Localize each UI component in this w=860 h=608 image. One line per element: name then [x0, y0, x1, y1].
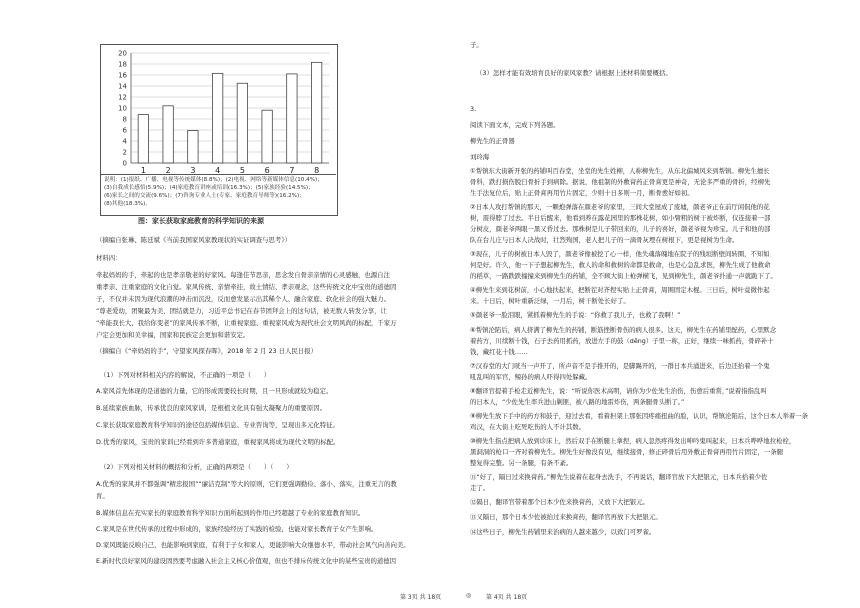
y-tick-label: 20 — [118, 49, 127, 58]
story-line: 分树皮，颜老爷两眼一黑又昏过去。那株树是儿子带回来的，儿子的喜好，颜老爷视为珍宝。儿子和他的部 — [470, 225, 771, 233]
story-line: ⑨柳先生放下手中的药方和鼓子，迎过去看，看着担架上那张因疼痛扭曲的脸，认识，帮镇沦陷后，这个日本人举着一条 — [470, 412, 809, 420]
y-tick-label: 10 — [118, 104, 127, 113]
page-number-left: 第 3页 共 18页 — [400, 594, 442, 601]
x-tick-label: 4 — [215, 166, 221, 175]
q1-option-b: B.延续家族血脉，传承优良的家风家训，是根植文化具有强大凝聚力的重要原因。 — [96, 404, 327, 412]
story-line: 骨科，跌打损伤脱臼骨折手到病除。据说，他祖制的外敷膏药正骨膏更是神奇，无论多严重的骨折，经柳先 — [470, 178, 771, 186]
q1-option-d: D.优秀的家风，宝贵的家训已经看到许多普通家庭，重视家风将成为现代文明的标配。 — [96, 438, 340, 446]
story-line: 鸡汉，在大街上吃死吃伤的人不计其数。 — [470, 423, 586, 431]
x-tick-label: 7 — [289, 166, 295, 175]
material-line: “尊老爱幼，团聚最为美，团结就是力，习近平总书记在春节团拜会上的这句话，被无数人转发分享，让 — [96, 307, 387, 315]
story-line: ③现在，儿子的树被日本人毁了，颜老爷像被挖了心一样，他失魂落魄地在院子的残垣断壁间转圈，不知如 — [470, 250, 770, 258]
chart-caption: 图：家长获取家庭教育的科学知识的来源 — [138, 217, 264, 225]
story-line: ④柳先生来到花树前，小心地扶起来，把断茬对齐捏实贴上正骨膏，周围固定木棍。三日后，树叶竟微作起 — [470, 286, 770, 294]
legend-line: (8)其他(18.3%)。 — [104, 201, 151, 207]
story-line: ⑧翻译官提着手枪走近柳先生，说：“听说你医术高明，请你为少佐先生治伤，伤愈后重赏，”说着指指乱叫 — [470, 387, 767, 395]
q2-tail: 子。 — [470, 41, 483, 49]
story-line: 何是好。许久，他一下子想起柳先生，救人的命和救树的命都是救命，也是心急乱求医，柳先生成了他救命 — [470, 261, 771, 269]
binding-mark: ◎ — [466, 592, 472, 599]
story-line: 吼乱叫的军官，鲸孙的病人吓得四处躲藏。 — [470, 373, 592, 381]
bar — [237, 83, 247, 163]
question-3: （3）怎样才能有效培育良好的家风家教？请根据上述材料简要概括。 — [476, 69, 672, 77]
page-number-right: 第 4页 共 18页 — [486, 594, 528, 601]
story-line: ⑦汉春堂的大门咣当一声开了，所声音不是手推开的，是脚踢开的，一群日本兵涌进来，后边还抬着一个鬼 — [470, 362, 770, 370]
y-tick-label: 18 — [118, 60, 127, 69]
material-line: 子，不仅并未因为现代浪潮的冲击而沉没，反而愈发显示出其稀个人、融合家庭、软化社会的强大魅力。 — [96, 295, 390, 303]
y-tick-label: 2 — [122, 148, 127, 157]
story-line: 来。十日后，树叶重新泛绿，一月后，树干断处长好了。 — [470, 297, 630, 305]
x-tick-label: 5 — [239, 166, 245, 175]
q2-option-c: C.家风是在世代传承的过程中形成的，家族经验经历了实践的检验，也能对家长教育子女产生影响。 — [96, 525, 378, 533]
bar — [262, 110, 272, 163]
legend-line: (3)自我成长感悟(5.9%)；(4)家庭教育讲座或培训(16.3%)；(5)家族经验(14.5%)； — [104, 185, 314, 191]
section-number: 3. — [470, 105, 477, 113]
material-line: 牵起妈妈的手，牵起的也是孝亲敬老的好家风。每逢佳节思亲，思念发自骨亲亲情的心灵感触，也源自注 — [96, 271, 390, 279]
y-tick-label: 8 — [122, 115, 127, 124]
y-tick-label: 14 — [118, 82, 127, 91]
x-tick-label: 2 — [165, 166, 171, 175]
bar — [212, 73, 222, 163]
story-line: ⑪“好了，隔日过来换膏药。”柳先生说着在起身去洗手，不再说话，翻译官放下大把银元，日本兵拾着少佐 — [470, 473, 768, 481]
bar — [287, 74, 297, 163]
section-intro: 阅读下面文本，完成下列各题。 — [470, 121, 560, 129]
legend-line: (6)家长之间的交流(9.6%)；(7)咨询专业人士(专家、家庭教育导师等)(16.2%)； — [104, 193, 305, 199]
question-2: （2）下列对相关材料的概括和分析，正确的两项是（ ）（ ） — [100, 463, 293, 471]
x-tick-label: 3 — [190, 166, 196, 175]
y-tick-label: 6 — [122, 126, 127, 135]
q2-option-b: B.媒体信息在充实家长的家庭教育科学知识方面所起到的作用已经超越了专业的家庭教育知识。 — [96, 509, 365, 517]
q2-option-e: E.新时代良好家风的建设固然要考虑融入社会主义核心价值观，但也不排斥传统文化中的某些宝贵的道德因 — [96, 557, 397, 565]
story-line: 队在台儿庄与日本人决战时，壮烈殉国，老人把儿子的一滴骨灰埋在树根下，更是视树为生命。 — [470, 236, 739, 244]
bar — [188, 131, 198, 163]
story-line: 的稻草，一路跌跌撞撞来到柳先生的药铺，全不顾大街上枪弹横飞，见到柳先生，颜老爷扑通一声就跪下了。 — [470, 272, 777, 280]
material-title: 材料四： — [96, 254, 122, 262]
y-tick-label: 0 — [122, 159, 127, 168]
story-author: 刘玲海 — [470, 153, 490, 161]
legend-line: 说明：(1)报纸、广播、电视等传统媒体(8.8%)；(2)电视、网络等新媒体信息(10.4%)； — [104, 177, 323, 183]
story-line: ②日本人攻打帮镇的那天，一颗炮弹落在颜老爷的家里，三间大堂屋成了废墟，颜老爷正在前厅闲侃他的花 — [470, 203, 770, 211]
story-line: ⑬又隔日，那个日本少佐被抬过来换膏药，翻译官再放下大把银元。 — [470, 513, 662, 521]
q2-option-d: D.家风既能反映自己，也能影响到家庭，有利于子女和家人，更能影响大众继德水平，带动社会风气向善向美。 — [96, 541, 410, 549]
story-line: ⑩柳先生指点把病人放到诊床上，然后双手在断腿上拿捏，病人忽然疼得发出呻吟鬼叫起来，日本兵哗哗地拉枪栓， — [470, 437, 796, 445]
q1-option-a: A.家风首先体现的是道德的力量，它的形成需要较长时期，且一旦形成就较为稳定。 — [96, 387, 333, 395]
question-1: （1）下列对材料相关内容的解说，不正确的一项是（ ） — [100, 371, 271, 379]
y-tick-label: 16 — [118, 71, 127, 80]
source-citation: （摘编自张琳、陈廷斌《当前我国家风家教现状的实证调查与思考》） — [96, 236, 291, 244]
story-line: 的日本人，“少佐先生率兵进山剿匪，被八路的地雷炸伤，两条腿骨头断了。” — [470, 398, 685, 406]
x-tick-label: 1 — [140, 166, 146, 175]
material-line: “牵能我长大、我给你变老”的家风传承不断，让重视家庭、重视家风成为现代社会文明风尚的标配，千家万 — [96, 319, 397, 327]
q2-option-a-cont: 育。 — [96, 492, 109, 500]
story-line: ⑥帮镇沦陷后，病人挤满了柳先生的药铺，断筋挫断骨伤的病人很多。这天，柳先生在药铺里配药，心里默念 — [470, 326, 777, 334]
bar — [311, 62, 321, 163]
story-line: 树，震得脖了过去。半日后醒来，他看到养在露花园里的那株花树，如小臂粗的树干被炸断，仅连接着一部 — [470, 214, 771, 222]
story-line: ⑤颜老爷一脸泪眼，紧抓着柳先生的手说：“你救了我儿子，也救了我啊！” — [470, 311, 681, 319]
story-line: 走了。 — [470, 484, 490, 492]
material-line: 重孝亲、注重家庭的文化自觉。家风传统、亲情牵挂，故土情结、孝亲观念，这些传统文化中宝贵的道德因 — [96, 283, 397, 291]
y-tick-label: 4 — [122, 137, 127, 146]
q1-option-c: C.家长获取家庭教育科学知识的途径包括媒体信息、专业咨询等，呈现出多元化特征。 — [96, 421, 339, 429]
story-line: 整复得完整。另一条腿，有条不紊。 — [470, 459, 573, 467]
chart-legend — [100, 174, 336, 215]
y-tick-label: 12 — [118, 93, 127, 102]
bar — [163, 106, 173, 163]
story-line: 生手法复位后，贴上正骨膏再用竹片固定，少则十日多则一月，断骨愈好如初。 — [470, 189, 694, 197]
story-line: 着药方，川续断十钱，石子去药用抓药，放进左手的鼓（dēng）子里一称，正好，继续一味抓药，骨碎补十 — [470, 337, 774, 345]
story-line: 黑洞洞的枪口一齐对着柳先生。柳先生好像没有见，继续接骨，修正碎骨后用外敷正骨膏再用竹片固定，一条腿 — [470, 448, 784, 456]
story-title: 柳先生的正骨器 — [470, 137, 515, 145]
source-citation: （摘编自《“牵妈妈的手”，守望家风探春晖》，2018 年 2 月 23 日人民日报） — [96, 347, 317, 355]
bar-chart — [101, 45, 337, 175]
story-line: 钱，藏红花十钱…… — [470, 348, 528, 356]
bar — [138, 115, 148, 163]
story-line: ①帮镇东大街新开张的药铺叫百春堂，坐堂的先生姓柳，人称柳先生，从东北偏城风来到帮镇。柳先生擅长 — [470, 167, 770, 175]
story-line: ⑭这些日子，柳先生药铺里来治病的人越来越少，以致门可罗雀。 — [470, 528, 656, 536]
story-line: ⑫隔日，翻译官带着那个日本少佐来换膏药，又放下大把银元。 — [470, 498, 649, 506]
material-line: 户定会更加和美幸福，国家和民族定会更加和谐安定。 — [96, 331, 250, 339]
q2-option-a: A.优秀的家风并不都强调“精忠报国”“廉洁克制”等大的原则，它们更强调勤俭、落小、落实，注重无言的教 — [96, 480, 397, 488]
x-tick-label: 6 — [264, 166, 270, 175]
x-tick-label: 8 — [314, 166, 320, 175]
